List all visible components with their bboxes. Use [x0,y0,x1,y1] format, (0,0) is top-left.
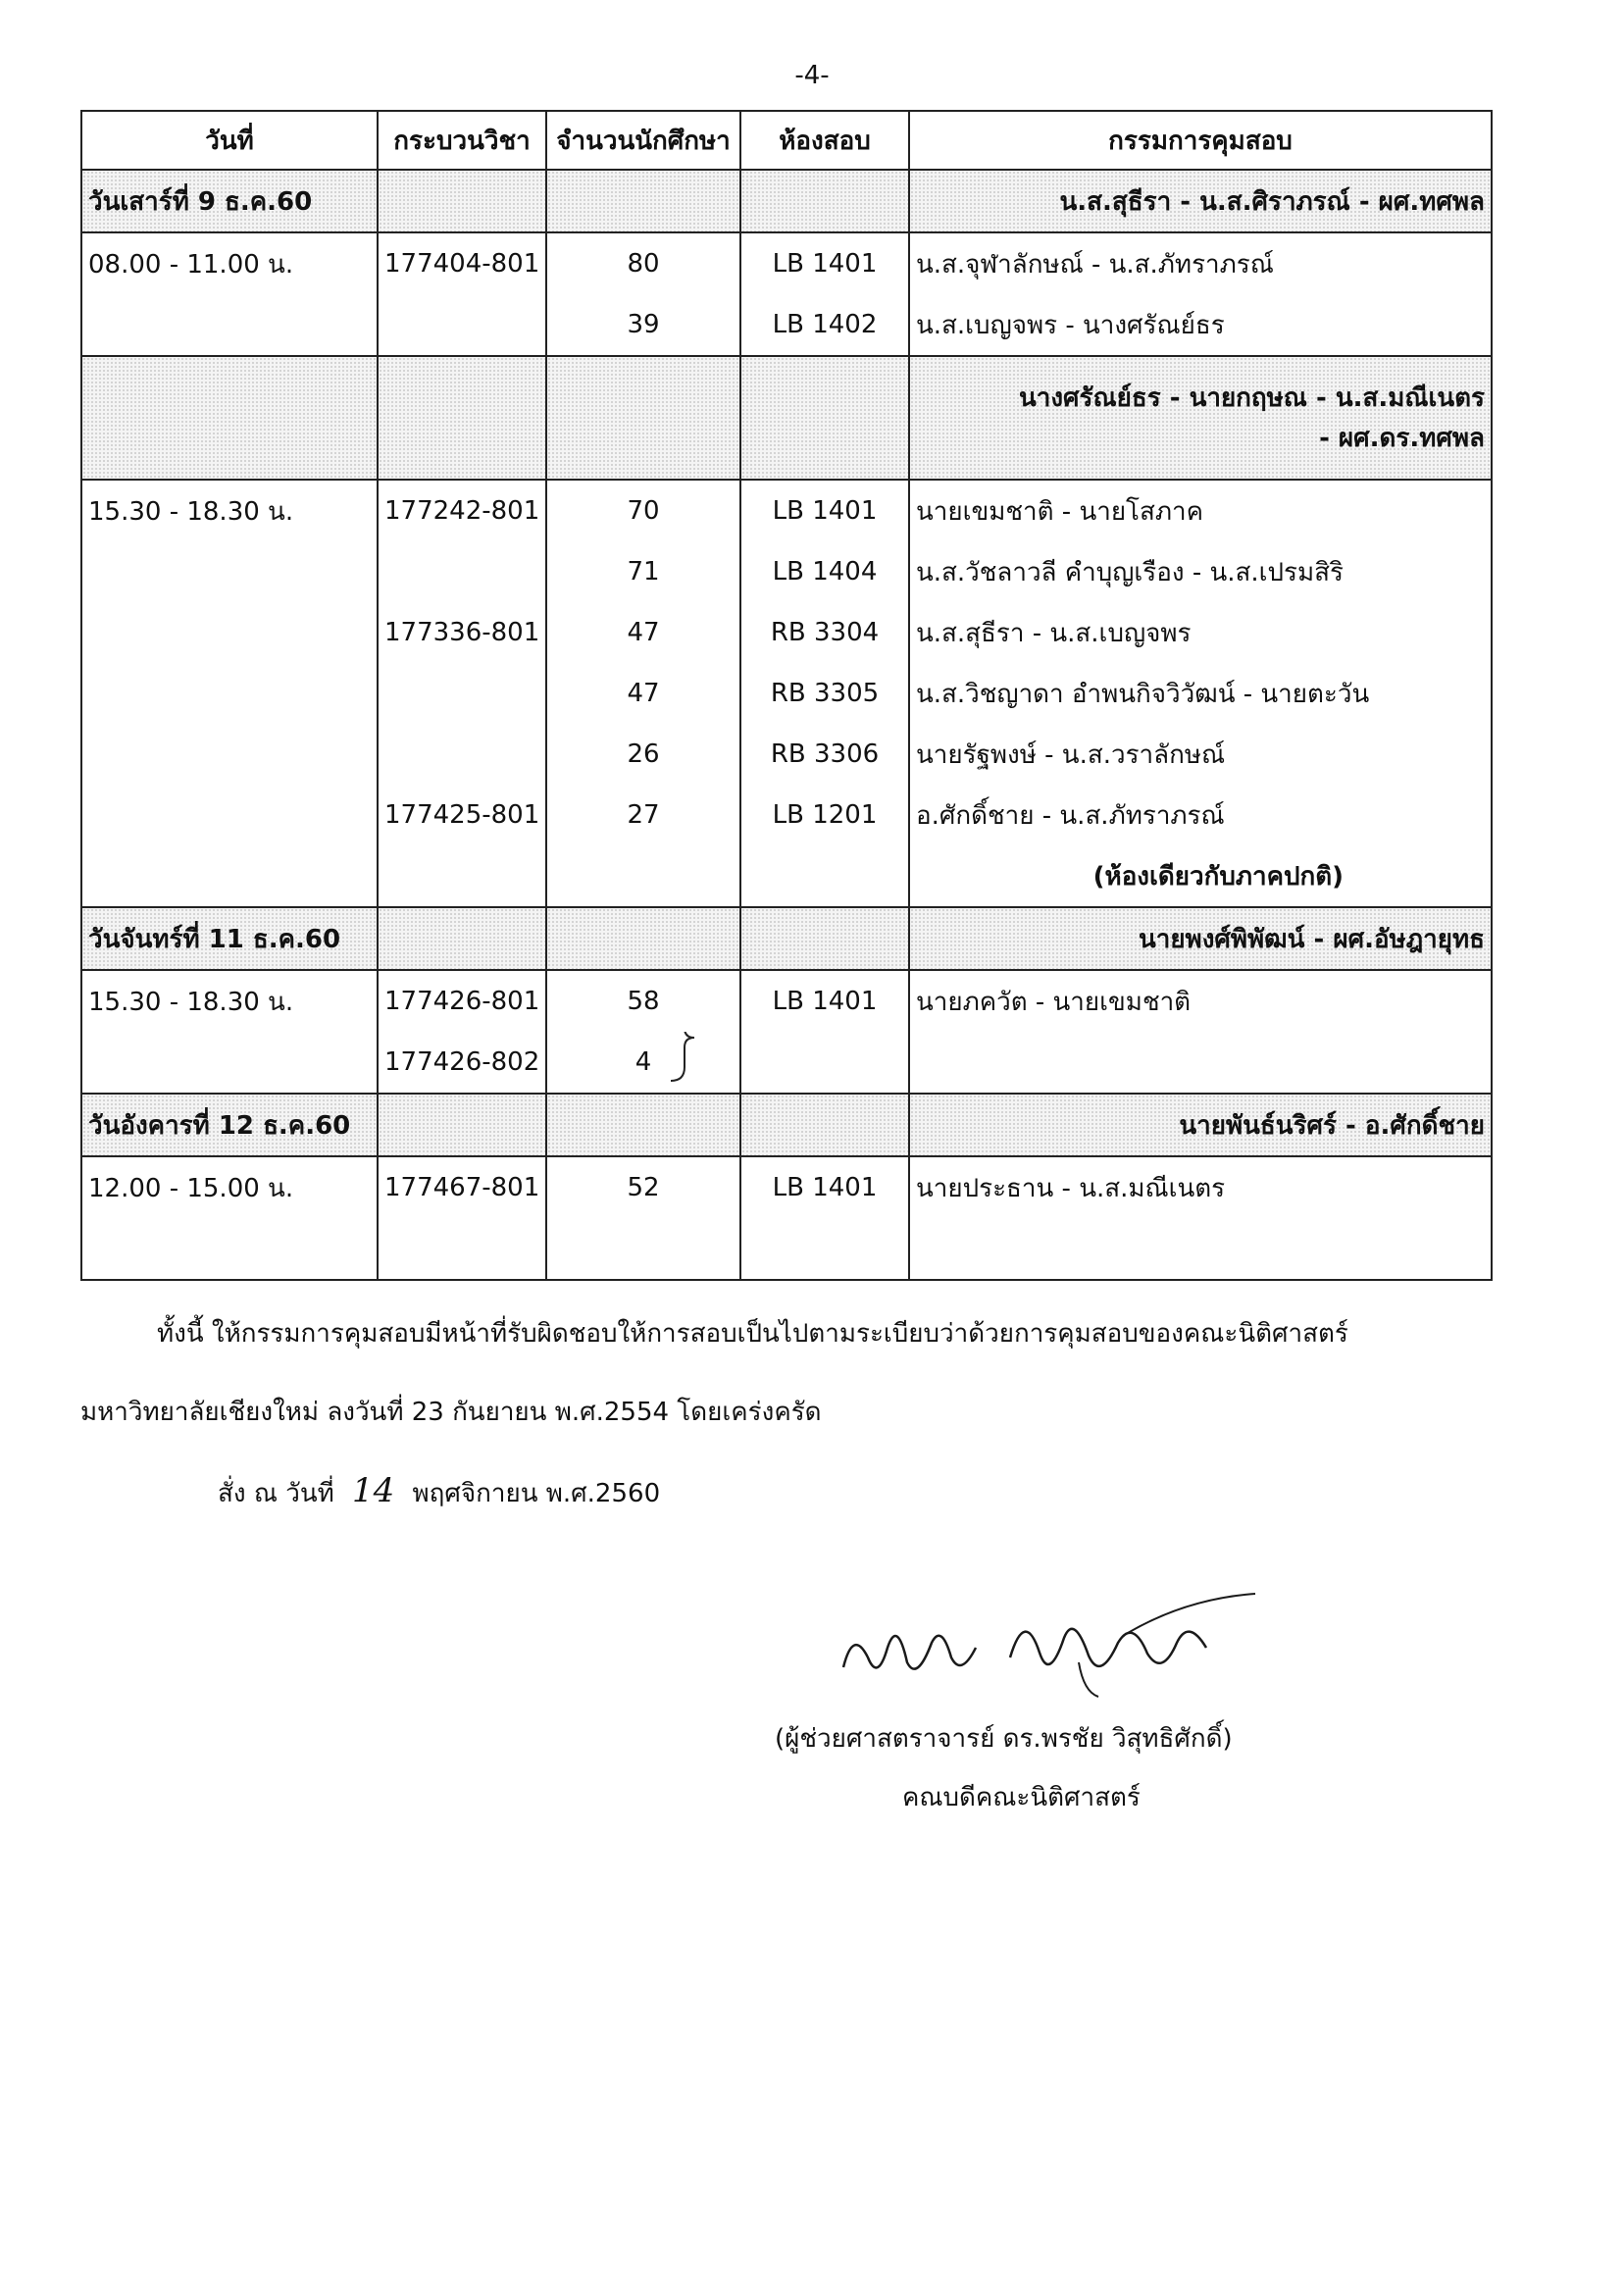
table-row [81,232,1492,294]
student-count: 4 [634,1047,652,1077]
student-count: 47 [546,663,740,724]
course-code: 177426-802 [378,1032,546,1094]
order-date-day: 14 [352,1471,395,1510]
day-supervisors [909,356,1492,480]
proctor-names: นายภควัต - นายเขมชาติ [909,970,1492,1032]
course-code: 177336-801 [378,602,546,663]
paragraph-line1: ทั้งนี้ ให้กรรมการคุมสอบมีหน้าที่รับผิดชอบให้การสอบเป็นไปตามระเบียบว่าด้วยการคุมสอบของคณะนิติศาสตร์ [157,1319,1348,1349]
course-code: 177467-801 [378,1156,546,1218]
exam-room: LB 1402 [740,294,909,356]
exam-room: RB 3305 [740,663,909,724]
table-row [81,1218,1492,1280]
exam-room: LB 1401 [740,970,909,1032]
proctor-names: น.ส.สุธีรา - น.ส.เบญจพร [909,602,1492,663]
course-code: 177426-801 [378,970,546,1032]
proctor-names: นายประธาน - น.ส.มณีเนตร [909,1156,1492,1218]
signature-icon [834,1589,1265,1707]
table-row [81,785,1492,845]
signer-name: (ผู้ช่วยศาสตราจารย์ ดร.พรชัย วิสุทธิศักดิ์) [775,1724,1233,1754]
student-count: 80 [546,232,740,294]
table-row [81,663,1492,724]
student-count: 58 [546,970,740,1032]
header-room: ห้องสอบ [740,111,909,170]
exam-schedule-table [80,110,1493,1281]
header-proctors: กรรมการคุมสอบ [909,111,1492,170]
table-header-row [81,111,1492,170]
header-course: กระบวนวิชา [378,111,546,170]
signer-title: คณบดีคณะนิติศาสตร์ [902,1783,1141,1812]
day-row [81,170,1492,232]
course-code: 177425-801 [378,785,546,845]
table-row [81,970,1492,1032]
day-supervisors: นายพงศ์พิพัฒน์ - ผศ.อัษฎายุทธ [909,907,1492,970]
course-code: 177242-801 [378,480,546,541]
table-row [81,845,1492,907]
exam-room: LB 1401 [740,232,909,294]
supervisors-line1: นางศรัณย์ธร - นายกฤษณ - น.ส.มณีเนตร [1018,383,1485,413]
proctor-names: นายรัฐพงษ์ - น.ส.วราลักษณ์ [909,724,1492,785]
student-count: 70 [546,480,740,541]
exam-time: 15.30 - 18.30 น. [81,970,378,1032]
order-date [218,1471,660,1513]
day-row [81,1094,1492,1156]
exam-room: RB 3306 [740,724,909,785]
student-count: 71 [546,541,740,602]
table-row [81,294,1492,356]
order-date-suffix: พฤศจิกายน พ.ศ.2560 [412,1479,661,1508]
exam-room: LB 1401 [740,1156,909,1218]
exam-time: 08.00 - 11.00 น. [81,232,378,294]
table-row [81,602,1492,663]
table-row [81,724,1492,785]
proctor-names: น.ส.วิชญาดา อำพนกิจวิวัฒน์ - นายตะวัน [909,663,1492,724]
header-date: วันที่ [81,111,378,170]
header-students: จำนวนนักศึกษา [546,111,740,170]
exam-room: LB 1401 [740,480,909,541]
student-count-cell [546,1032,740,1094]
student-count: 47 [546,602,740,663]
order-date-prefix: สั่ง ณ วันที่ [218,1479,334,1508]
course-code: 177404-801 [378,232,546,294]
student-count: 27 [546,785,740,845]
proctor-names: น.ส.จุฬาลักษณ์ - น.ส.ภัทราภรณ์ [909,232,1492,294]
day-supervisors: น.ส.สุธีรา - น.ส.ศิราภรณ์ - ผศ.ทศพล [909,170,1492,232]
day-date: วันเสาร์ที่ 9 ธ.ค.60 [81,170,378,232]
exam-time: 12.00 - 15.00 น. [81,1156,378,1218]
exam-time: 15.30 - 18.30 น. [81,480,378,541]
exam-room: RB 3304 [740,602,909,663]
regulation-paragraph [80,1314,1493,1432]
day-row [81,907,1492,970]
page-number: -4- [794,61,830,90]
student-count: 52 [546,1156,740,1218]
student-count: 26 [546,724,740,785]
room-note: (ห้องเดียวกับภาคปกติ) [909,845,1492,907]
proctor-names: น.ส.วัชลาวลี คำบุญเรือง - น.ส.เปรมสิริ [909,541,1492,602]
supervisors-line2: - ผศ.ดร.ทศพล [1319,424,1485,453]
table-row [81,1032,1492,1094]
exam-room: LB 1201 [740,785,909,845]
day-date: วันจันทร์ที่ 11 ธ.ค.60 [81,907,378,970]
proctor-names: นายเขมชาติ - นายโสภาค [909,480,1492,541]
right-brace-icon [669,1032,698,1085]
table-row [81,1156,1492,1218]
day-date: วันอังคารที่ 12 ธ.ค.60 [81,1094,378,1156]
table-row [81,480,1492,541]
proctor-names: น.ส.เบญจพร - นางศรัณย์ธร [909,294,1492,356]
day-row [81,356,1492,480]
table-row [81,541,1492,602]
student-count: 39 [546,294,740,356]
proctor-names: อ.ศักดิ์ชาย - น.ส.ภัทราภรณ์ [909,785,1492,845]
exam-room: LB 1404 [740,541,909,602]
day-supervisors: นายพันธ์นริศร์ - อ.ศักดิ์ชาย [909,1094,1492,1156]
paragraph-line2: มหาวิทยาลัยเชียงใหม่ ลงวันที่ 23 กันยายน พ.ศ.2554 โดยเคร่งครัด [80,1398,822,1427]
